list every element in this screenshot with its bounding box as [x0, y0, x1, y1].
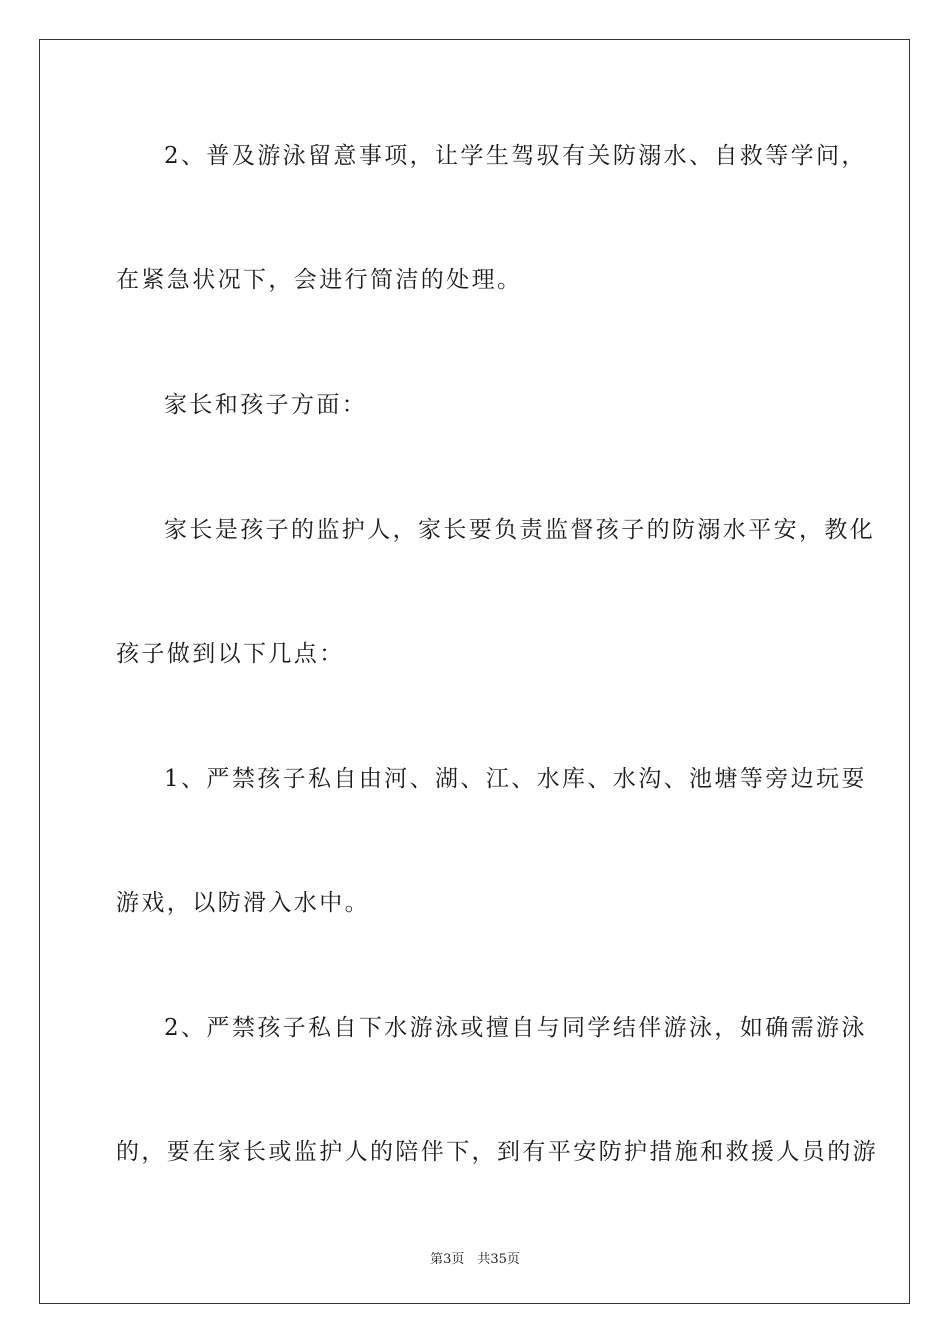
paragraph-line: 家长是孩子的监护人，家长要负责监督孩子的防溺水平安，教化: [164, 517, 876, 543]
paragraph-line: 在紧急状况下，会进行简洁的处理。: [116, 267, 523, 293]
page-number: 第3页 共35页: [430, 1252, 520, 1267]
paragraph-line: 游戏，以防滑入水中。: [116, 890, 370, 916]
paragraph-line: 2、严禁孩子私自下水游泳或擅自与同学结伴游泳，如确需游泳: [164, 1015, 867, 1041]
paragraph-line: 的，要在家长或监护人的陪伴下，到有平安防护措施和救援人员的游: [116, 1139, 878, 1165]
section-heading: 家长和孩子方面：: [164, 392, 368, 418]
paragraph-line: 2、普及游泳留意事项，让学生驾驭有关防溺水、自救等学问，: [164, 143, 867, 169]
paragraph-line: 孩子做到以下几点：: [116, 641, 345, 667]
paragraph-line: 1、严禁孩子私自由河、湖、江、水库、水沟、池塘等旁边玩耍: [164, 766, 867, 792]
page-frame: [39, 39, 910, 1304]
